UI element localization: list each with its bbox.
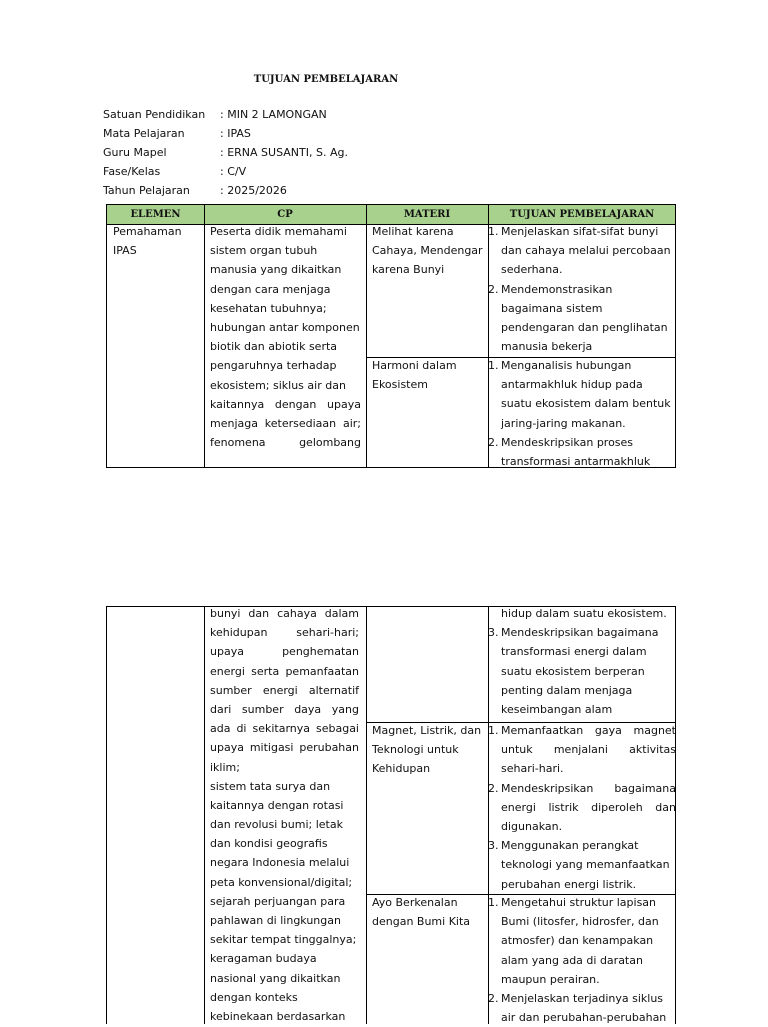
text-line: IPAS bbox=[113, 244, 137, 258]
objective-text: hidup dalam suatu ekosistem. bbox=[501, 607, 667, 620]
info-label: Fase/Kelas bbox=[103, 165, 161, 178]
objective-line bbox=[488, 356, 676, 375]
materi-cell bbox=[372, 356, 484, 394]
text-line: negara Indonesia melalui bbox=[210, 856, 350, 870]
objective-line bbox=[488, 836, 676, 855]
objective-line bbox=[488, 855, 676, 874]
text-line: nasional yang dikaitkan bbox=[210, 971, 341, 985]
objective-line bbox=[488, 970, 676, 989]
objective-line bbox=[488, 375, 676, 394]
text-line: manusia yang dikaitkan bbox=[210, 263, 342, 277]
objective-text: suatu ekosistem berperan bbox=[501, 664, 645, 678]
header-cp: CP bbox=[277, 209, 293, 220]
list-number: 1. bbox=[488, 724, 499, 737]
objective-text: Menggunakan perangkat bbox=[501, 839, 639, 853]
objective-line bbox=[488, 318, 676, 337]
objective-line bbox=[488, 817, 676, 836]
tujuan-cell bbox=[488, 222, 676, 356]
objective-text: Memanfaatkan gaya magnet bbox=[501, 724, 676, 737]
text-line: dengan konteks bbox=[210, 990, 298, 1004]
objective-line bbox=[488, 642, 676, 661]
materi-cell bbox=[372, 222, 484, 280]
text-line: Harmoni dalam bbox=[372, 359, 457, 372]
info-value: : IPAS bbox=[220, 127, 251, 140]
elemen-cell bbox=[113, 222, 201, 260]
objective-text: penting dalam menjaga bbox=[501, 683, 633, 697]
text-line: menjaga ketersediaan air; bbox=[210, 416, 361, 430]
text-line: fenomena gelombang bbox=[210, 436, 361, 450]
list-number: 1. bbox=[488, 359, 499, 372]
text-line: ada di sekitarnya sebagai bbox=[210, 722, 359, 736]
objective-text: energi listrik diperoleh dan bbox=[501, 800, 676, 814]
text-line: kebinekaan berdasarkan bbox=[210, 1009, 346, 1023]
objective-text: Menjelaskan sifat-sifat bunyi bbox=[501, 225, 659, 238]
info-value: : MIN 2 LAMONGAN bbox=[220, 108, 327, 121]
text-line: karena Bunyi bbox=[372, 263, 445, 277]
objective-line bbox=[488, 700, 676, 719]
text-line: hubungan antar komponen bbox=[210, 320, 360, 334]
info-value: : ERNA SUSANTI, S. Ag. bbox=[220, 146, 348, 159]
text-line: sistem tata surya dan bbox=[210, 779, 331, 793]
materi-cell bbox=[372, 893, 484, 931]
objective-text: sehari-hari. bbox=[501, 762, 564, 776]
text-line: upaya penghematan bbox=[210, 645, 359, 659]
text-line: pahlawan di lingkungan bbox=[210, 914, 341, 927]
text-line: sumber energi alternatif bbox=[210, 683, 359, 697]
text-line: Pemahaman bbox=[113, 225, 182, 238]
text-line: Kehidupan bbox=[372, 762, 431, 776]
objective-line bbox=[488, 912, 676, 931]
info-value: : C/V bbox=[220, 165, 247, 178]
objective-line bbox=[488, 931, 676, 950]
list-number: 1. bbox=[488, 225, 499, 238]
column-divider bbox=[366, 205, 367, 467]
info-label: Mata Pelajaran bbox=[103, 127, 185, 140]
text-line: biotik dan abiotik serta bbox=[210, 340, 338, 354]
objective-line bbox=[488, 604, 676, 623]
info-label: Guru Mapel bbox=[103, 146, 167, 159]
tujuan-cell bbox=[488, 356, 676, 471]
objective-line bbox=[488, 337, 676, 356]
objective-text: untuk menjalani aktivitas bbox=[501, 743, 676, 757]
objective-line bbox=[488, 394, 676, 413]
tujuan-cell bbox=[488, 721, 676, 894]
objective-text: Mendeskripsikan bagaimana bbox=[501, 626, 659, 640]
objective-text: Menganalisis hubungan bbox=[501, 359, 632, 372]
objective-line bbox=[488, 260, 676, 279]
text-line: ekosistem; siklus air dan bbox=[210, 378, 346, 392]
objective-text: transformasi energi dalam bbox=[501, 645, 647, 659]
objective-text: perubahan energi listrik. bbox=[501, 877, 637, 891]
objective-text: manusia bekerja bbox=[501, 340, 593, 354]
page-title: TUJUAN PEMBELAJARAN bbox=[253, 74, 399, 85]
objective-text: pendengaran dan penglihatan bbox=[501, 320, 668, 334]
objective-line bbox=[488, 241, 676, 260]
objective-text: Mengetahui struktur lapisan bbox=[501, 896, 657, 909]
objective-line bbox=[488, 740, 676, 759]
objective-text: digunakan. bbox=[501, 819, 563, 833]
objectives-table bbox=[106, 204, 676, 468]
text-line: peta konvensional/digital; bbox=[210, 875, 353, 889]
objective-text: transformasi antarmakhluk bbox=[501, 454, 651, 468]
text-line: sekitar tempat tinggalnya; bbox=[210, 933, 357, 947]
list-number: 2. bbox=[488, 282, 499, 296]
objective-text: dan cahaya melalui percobaan bbox=[501, 244, 671, 258]
text-line: Teknologi untuk bbox=[372, 743, 459, 757]
text-line: Ayo Berkenalan bbox=[372, 896, 458, 909]
objective-line bbox=[488, 779, 676, 798]
objective-text: Menjelaskan terjadinya siklus bbox=[501, 991, 664, 1005]
header-tujuan: TUJUAN PEMBELAJARAN bbox=[509, 209, 655, 220]
text-line: dengan Bumi Kita bbox=[372, 915, 471, 929]
objective-text: sederhana. bbox=[501, 263, 563, 277]
objective-text: alam yang ada di daratan bbox=[501, 953, 643, 967]
text-line: sejarah perjuangan para bbox=[210, 894, 346, 908]
text-line: iklim; bbox=[210, 760, 240, 774]
objective-text: Mendeskripsikan bagaimana bbox=[501, 781, 676, 795]
objective-line bbox=[488, 721, 676, 740]
objective-line bbox=[488, 759, 676, 778]
objective-text: antarmakhluk hidup pada bbox=[501, 378, 643, 392]
objective-line bbox=[488, 623, 676, 642]
objective-text: bagaimana sistem bbox=[501, 301, 603, 315]
objective-line bbox=[488, 893, 676, 912]
objective-text: maupun perairan. bbox=[501, 972, 600, 986]
objective-text: jaring-jaring makanan. bbox=[501, 416, 626, 430]
list-number: 2. bbox=[488, 991, 499, 1005]
tujuan-cell bbox=[488, 893, 676, 1027]
info-value: : 2025/2026 bbox=[220, 184, 287, 197]
objective-text: air dan perubahan-perubahan bbox=[501, 1011, 667, 1025]
text-line: energi serta pemanfaatan bbox=[210, 664, 359, 678]
objective-text: suatu ekosistem dalam bentuk bbox=[501, 397, 671, 411]
objective-text: Mendemonstrasikan bbox=[501, 282, 613, 296]
text-line: kaitannya dengan upaya bbox=[210, 397, 361, 411]
text-line: upaya mitigasi perubahan bbox=[210, 741, 359, 755]
objective-line bbox=[488, 875, 676, 894]
text-line: Peserta didik memahami bbox=[210, 225, 347, 238]
text-line: Cahaya, Mendengar bbox=[372, 244, 483, 258]
objective-line bbox=[488, 681, 676, 700]
cp-cell bbox=[210, 604, 359, 1026]
text-line: sistem organ tubuh bbox=[210, 244, 318, 258]
info-label: Satuan Pendidikan bbox=[103, 108, 206, 121]
text-line: Ekosistem bbox=[372, 378, 428, 392]
objective-text: teknologi yang memanfaatkan bbox=[501, 858, 670, 872]
objective-line bbox=[488, 452, 676, 471]
text-line: kaitannya dengan rotasi bbox=[210, 798, 344, 812]
objective-line bbox=[488, 414, 676, 433]
objectives-table-continued bbox=[106, 606, 676, 1024]
objective-line bbox=[488, 989, 676, 1008]
info-label: Tahun Pelajaran bbox=[103, 184, 190, 197]
objective-line bbox=[488, 280, 676, 299]
header-elemen: ELEMEN bbox=[130, 209, 181, 220]
tujuan-cell bbox=[488, 604, 676, 719]
list-number: 2. bbox=[488, 781, 499, 795]
text-line: keragaman budaya bbox=[210, 952, 317, 966]
objective-text: Bumi (litosfer, hidrosfer, dan bbox=[501, 915, 659, 929]
objective-line bbox=[488, 1008, 676, 1027]
column-divider bbox=[204, 205, 205, 467]
text-line: dengan cara menjaga bbox=[210, 282, 331, 296]
column-divider bbox=[204, 607, 205, 1024]
text-line: bunyi dan cahaya dalam bbox=[210, 607, 359, 620]
objective-line bbox=[488, 662, 676, 681]
objective-line bbox=[488, 222, 676, 241]
text-line: pengaruhnya terhadap bbox=[210, 359, 337, 373]
objective-text: Mendeskripsikan proses bbox=[501, 435, 634, 449]
header-materi: MATERI bbox=[403, 209, 451, 220]
text-line: kehidupan sehari-hari; bbox=[210, 626, 359, 640]
objective-line bbox=[488, 951, 676, 970]
objective-line bbox=[488, 433, 676, 452]
list-number: 3. bbox=[488, 839, 499, 853]
text-line: dari sumber daya yang bbox=[210, 702, 359, 716]
text-line: dan revolusi bumi; letak bbox=[210, 818, 343, 832]
text-line: Melihat karena bbox=[372, 225, 454, 238]
objective-line bbox=[488, 798, 676, 817]
objective-line bbox=[488, 299, 676, 318]
list-number: 3. bbox=[488, 626, 499, 640]
objective-text: atmosfer) dan kenampakan bbox=[501, 934, 654, 948]
cp-cell bbox=[210, 222, 361, 452]
list-number: 2. bbox=[488, 435, 499, 449]
column-divider bbox=[366, 607, 367, 1024]
list-number: 1. bbox=[488, 896, 499, 909]
materi-cell bbox=[372, 721, 484, 779]
objective-text: keseimbangan alam bbox=[501, 702, 613, 716]
text-line: kesehatan tubuhnya; bbox=[210, 301, 327, 315]
text-line: dan kondisi geografis bbox=[210, 837, 328, 851]
text-line: Magnet, Listrik, dan bbox=[372, 724, 482, 737]
